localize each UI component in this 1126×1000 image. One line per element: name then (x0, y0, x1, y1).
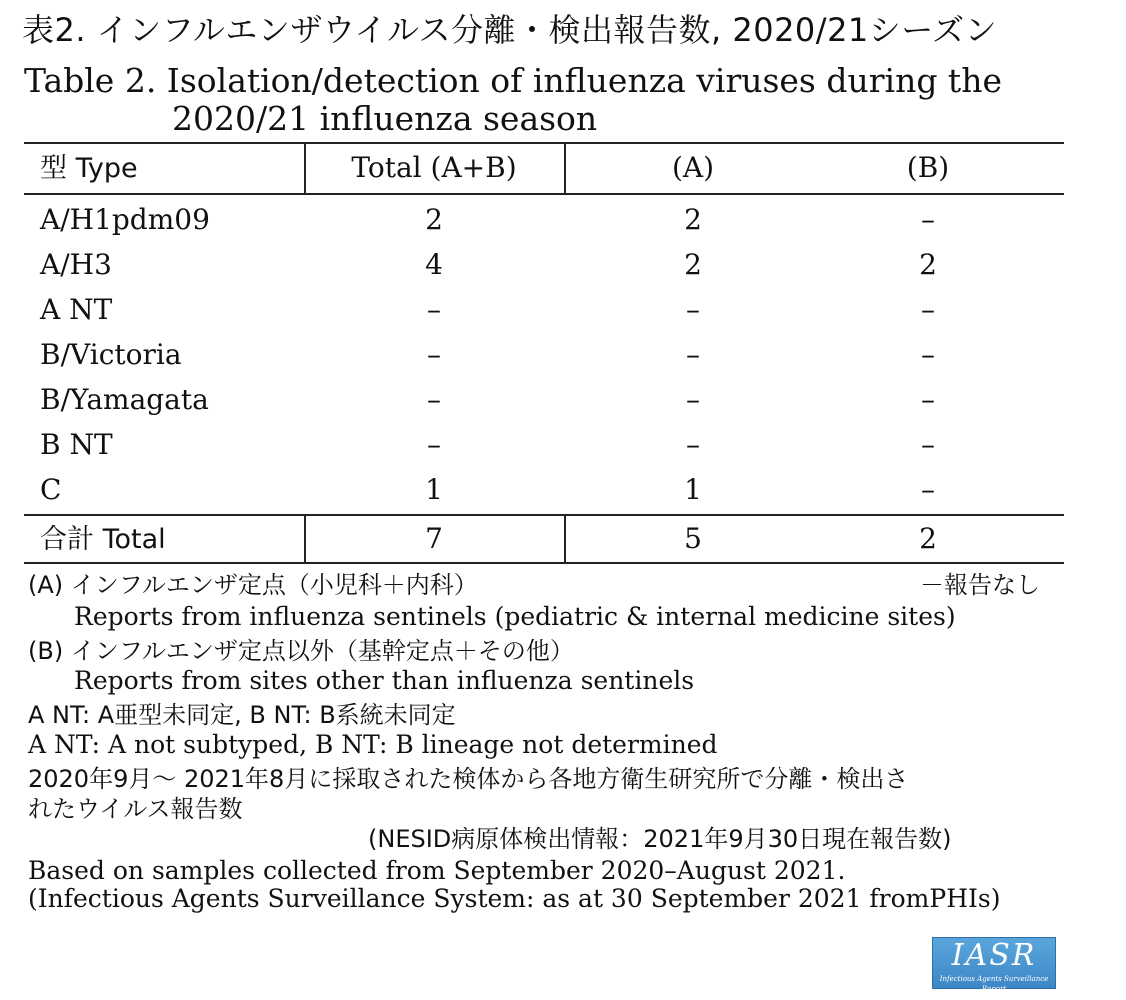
header-b: (B) (906, 151, 950, 184)
note-a-japanese: (A) インフルエンザ定点（小児科＋内科） (28, 571, 478, 599)
table-row-type: A NT (40, 293, 113, 326)
table-row-b: – (921, 428, 935, 461)
table-header-rule (24, 193, 1064, 195)
note-a-english: Reports from influenza sentinels (pediatric & internal medicine sites) (74, 602, 956, 631)
note-period-japanese-1: 2020年9月～ 2021年8月に採取された検体から各地方衛生研究所で分離・検出さ (28, 765, 909, 793)
table-row-a: – (686, 383, 700, 416)
table-row-type: C (40, 473, 62, 506)
title-english-line1: Table 2. Isolation/detection of influenza viruses during the (24, 61, 1002, 100)
header-a: (A) (671, 151, 715, 184)
header-total: Total (A+B) (351, 151, 517, 184)
total-row-a: 5 (684, 522, 702, 555)
note-dash-legend: －報告なし (920, 571, 1040, 599)
table-row-a: 2 (684, 203, 702, 236)
title-english-line2: 2020/21 influenza season (172, 99, 598, 138)
table-vline-2-total (564, 514, 566, 564)
table-row-total: 2 (425, 203, 443, 236)
iasr-logo-text: IASR (951, 938, 1037, 973)
table-row-type: A/H1pdm09 (40, 203, 210, 236)
title-japanese: 表2. インフルエンザウイルス分離・検出報告数, 2020/21シーズン (22, 11, 998, 49)
note-nt-japanese: A NT: A亜型未同定, B NT: B系統未同定 (28, 701, 456, 729)
total-row-b: 2 (919, 522, 937, 555)
table-row-type: A/H3 (40, 248, 112, 281)
note-b-english: Reports from sites other than influenza sentinels (74, 666, 695, 695)
table-row-b: – (921, 383, 935, 416)
table-total-rule (24, 514, 1064, 516)
note-nt-english: A NT: A not subtyped, B NT: B lineage not determined (28, 730, 718, 759)
table-vline-1-total (304, 514, 306, 564)
table-row-total: – (427, 428, 441, 461)
table-row-a: – (686, 428, 700, 461)
table-vline-2-header (564, 142, 566, 195)
table-row-b: – (921, 338, 935, 371)
table-row-a: – (686, 293, 700, 326)
iasr-logo-subtext: Infectious Agents Surveillance Report (939, 975, 1049, 993)
table-row-type: B/Victoria (40, 338, 182, 371)
table-row-total: 4 (425, 248, 443, 281)
table-row-a: 1 (684, 473, 702, 506)
note-period-english: Based on samples collected from September 2020–August 2021. (28, 856, 846, 885)
iasr-logo (932, 937, 1056, 993)
total-row-total: 7 (425, 522, 443, 555)
note-period-japanese-2: れたウイルス報告数 (28, 795, 243, 823)
table-row-type: B NT (40, 428, 113, 461)
table-row-b: – (921, 473, 935, 506)
table-row-total: 1 (425, 473, 443, 506)
table-row-b: – (921, 203, 935, 236)
table-bottom-rule (24, 562, 1064, 564)
total-row-label: 合計 Total (40, 524, 166, 555)
table-row-type: B/Yamagata (40, 383, 209, 416)
note-source-english: (Infectious Agents Surveillance System: as at 30 September 2021 fromPHIs) (28, 884, 1001, 913)
table-row-total: – (427, 383, 441, 416)
table-row-total: – (427, 338, 441, 371)
table-row-a: 2 (684, 248, 702, 281)
table-vline-1-header (304, 142, 306, 195)
table-row-b: – (921, 293, 935, 326)
note-b-japanese: (B) インフルエンザ定点以外（基幹定点＋その他） (28, 637, 574, 665)
header-type: 型 Type (40, 153, 138, 184)
table-top-rule (24, 142, 1064, 144)
table-row-a: – (686, 338, 700, 371)
table-row-b: 2 (919, 248, 937, 281)
table-row-total: – (427, 293, 441, 326)
note-source-japanese: (NESID病原体検出情報：2021年9月30日現在報告数) (368, 825, 952, 853)
